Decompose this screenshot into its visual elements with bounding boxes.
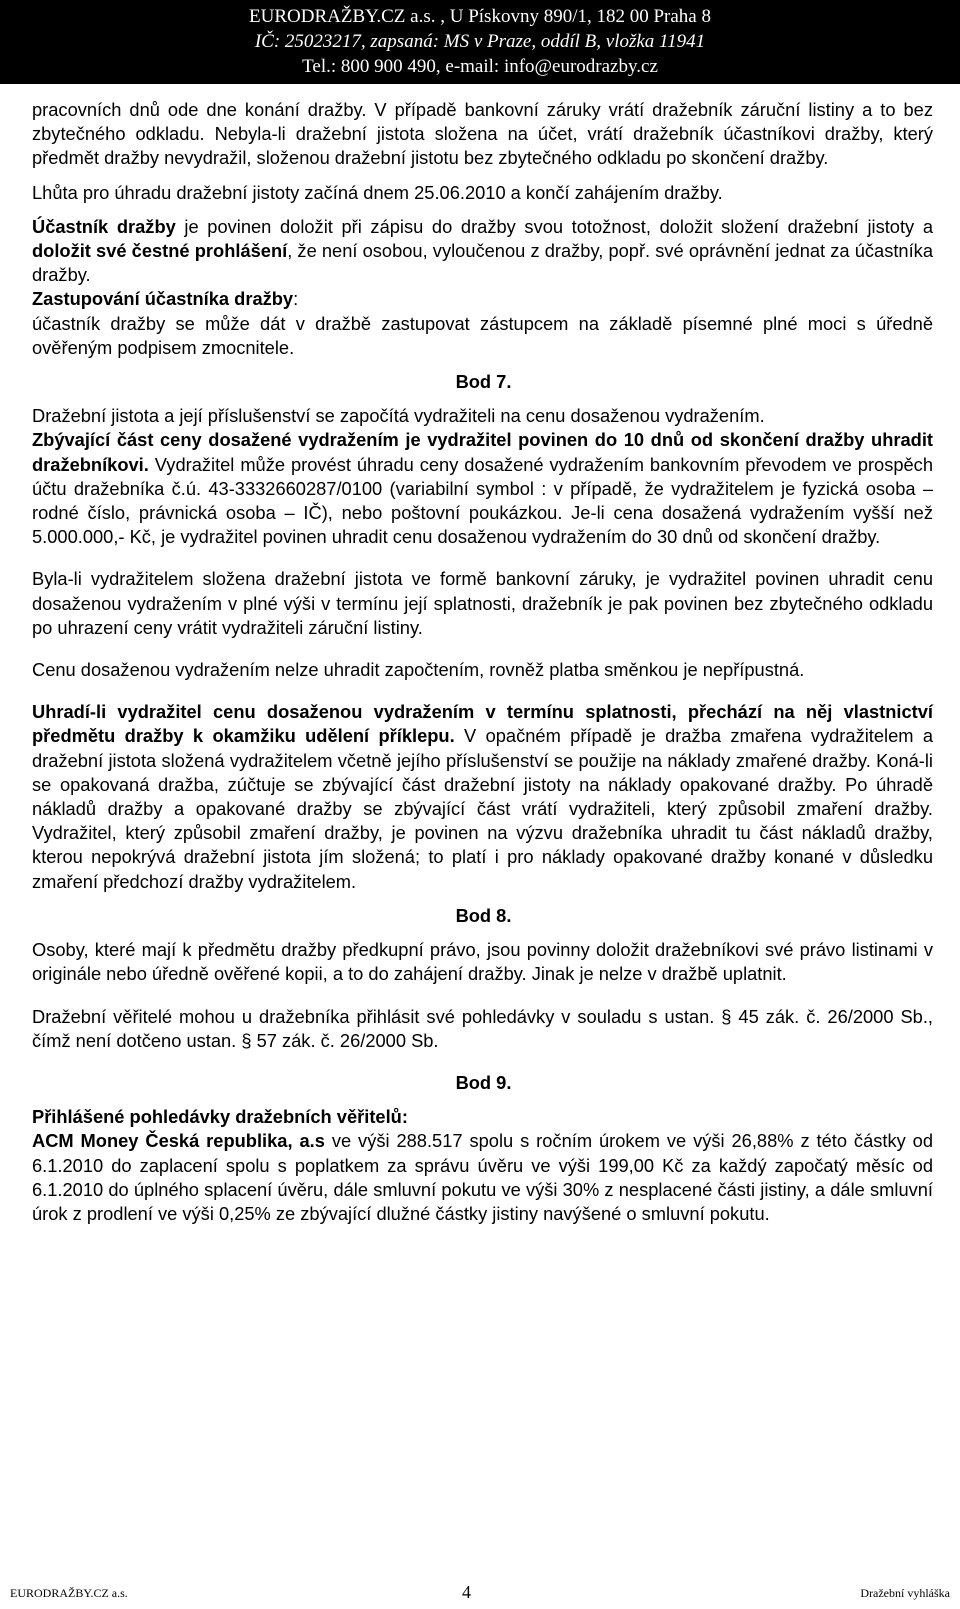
section-heading-bod-7: Bod 7.: [455, 371, 512, 393]
representation-heading: Zastupování účastníka dražby: [32, 288, 294, 310]
paragraph-representation: účastník dražby se může dát v dražbě zastupovat zástupcem na základě písemné plné moci s úředně ověřeným podpisem zmocnitele.: [32, 312, 933, 358]
creditor-name: ACM Money Česká republika, a.s: [32, 1130, 325, 1152]
creditor-claim-text: ve výši 288.517 spolu s ročním úrokem ve výši 26,88% z této částky od 6.1.2010 do zaplacení spolu s poplatkem za správu úvěru ve výši 199,00 Kč za každý započatý měsíc od 6.1.2010 do úplného splacení úvěru, dále smluvní pokutu ve výši 30% z nesplacené části jistiny, a dále smluvní úrok z prodlení ve výši 0,25% ze zbývající dlužné částky jistiny navýšené o smluvní pokutu.: [32, 1130, 933, 1224]
letterhead: [0, 0, 960, 84]
paragraph-deposit-return: pracovních dnů ode dne konání dražby. V případě bankovní záruky vrátí dražebník záruční listiny a to bez zbytečného odkladu. Nebyla-li dražební jistota složena na účet, vrátí dražebník účastníkovi dražby, který předmět dražby nevydražil, složenou dražební jistotu bez zbytečného odkladu po skončení dražby.: [32, 99, 933, 169]
document-body: [32, 98, 933, 1226]
participant-text-1: je povinen doložit při zápisu do dražby svou totožnost, doložit složení dražební jistoty a: [175, 215, 933, 237]
ownership-transfer-text: V opačném případě je dražba zmařena vydražitelem a dražební jistota složená vydražitelem včetně jejího příslušenství se použije na náklady zmařené dražby. Koná-li se opakovaná dražba, zúčtuje se zbývající část dražební jistoty na náklady opakované dražby. Po úhradě nákladů dražby a opakované dražby se zbývající část vrátí vydražiteli, který způsobil zmaření dražby. Vydražitel, který způsobil zmaření dražby, je povinen na výzvu dražebníka uhradit tu část nákladů dražby, kterou nepokrývá dražební jistota jím složená; to platí i pro náklady opakované dražby konané v důsledku zmaření předchozí dražby vydražitelem.: [32, 725, 933, 892]
declaration-label: doložit své čestné prohlášení: [32, 240, 288, 262]
payment-terms-bold: Zbývající část ceny dosažené vydražením je vydražitel povinen do 10 dnů od skončení dražby uhradit dražebníkovi.: [32, 429, 933, 475]
representation-colon: :: [293, 288, 299, 310]
paragraph-creditor-acm: [32, 1129, 933, 1226]
paragraph-deposit-credit: Dražební jistota a její příslušenství se započítá vydražiteli na cenu dosaženou vydražením.: [32, 405, 765, 427]
letterhead-registration-line: IČ: 25023217, zapsaná: MS v Praze, oddíl B, vložka 11941: [254, 31, 706, 52]
registered-claims-heading: Přihlášené pohledávky dražebních věřitelů:: [32, 1106, 408, 1128]
page-number: 4: [462, 1582, 471, 1602]
participant-label: Účastník dražby: [32, 215, 176, 237]
paragraph-preemption-right: Osoby, které mají k předmětu dražby předkupní právo, jsou povinny doložit dražebníkovi své právo listinami v originále nebo úředně ověřené kopii, a to do zahájení dražby. Jinak je nelze v dražbě uplatnit.: [32, 939, 933, 985]
paragraph-bank-guarantee: Byla-li vydražitelem složena dražební jistota ve formě bankovní záruky, je vydražitel povinen uhradit cenu dosaženou vydražením v plné výši v termínu její splatnosti, dražebník je pak povinen bez zbytečného odkladu po uhrazení ceny vrátit vydražiteli záruční listiny.: [32, 568, 933, 638]
footer-company: EURODRAŽBY.CZ a.s.: [10, 1586, 128, 1600]
paragraph-no-offset: Cenu dosaženou vydražením nelze uhradit započtením, rovněž platba směnkou je nepřípustná.: [32, 659, 805, 681]
payment-terms-text: Vydražitel může provést úhradu ceny dosažené vydražením bankovním převodem ve prospěch účtu dražebníka č.ú. 43-3332660287/0100 (variabilní symbol : v případě, že vydražitelem je fyzická osoba – rodné číslo, právnická osoba – IČ), nebo poštovní poukázkou. Je-li cena dosažená vydražením vyšší než 5.000.000,- Kč, je vydražitel povinen uhradit cenu dosaženou vydražením do 30 dnů od skončení dražby.: [32, 453, 933, 548]
ownership-transfer-bold: Uhradí-li vydražitel cenu dosaženou vydražením v termínu splatnosti, přechází na něj vlastnictví předmětu dražby k okamžiku udělení příklepu.: [32, 701, 933, 747]
paragraph-payment-terms: [32, 428, 933, 549]
letterhead-company-line: EURODRAŽBY.CZ a.s. , U Pískovny 890/1, 182 00 Praha 8: [249, 6, 711, 27]
page-footer: [0, 1578, 960, 1609]
participant-text-2: , že není osobou, vyloučenou z dražby, popř. své oprávnění jednat za účastníka dražby.: [32, 240, 933, 286]
section-heading-bod-9: Bod 9.: [455, 1071, 512, 1093]
letterhead-contact-line: Tel.: 800 900 490, e-mail: info@eurodrazby.cz: [302, 56, 658, 77]
paragraph-participant-duties: [32, 215, 933, 288]
section-heading-bod-8: Bod 8.: [455, 904, 512, 926]
paragraph-deposit-deadline: Lhůta pro úhradu dražební jistoty začíná dnem 25.06.2010 a končí zahájením dražby.: [32, 181, 723, 203]
paragraph-ownership-transfer: [32, 700, 933, 894]
paragraph-creditor-claims: Dražební věřitelé mohou u dražebníka přihlásit své pohledávky v souladu s ustan. § 45 zák. č. 26/2000 Sb., čímž není dotčeno ustan. § 57 zák. č. 26/2000 Sb.: [32, 1005, 933, 1051]
paragraph-representation-heading: [32, 287, 933, 311]
paragraph-registered-claims-heading: [32, 1105, 933, 1129]
footer-document-title: Dražební vyhláška: [860, 1586, 950, 1600]
